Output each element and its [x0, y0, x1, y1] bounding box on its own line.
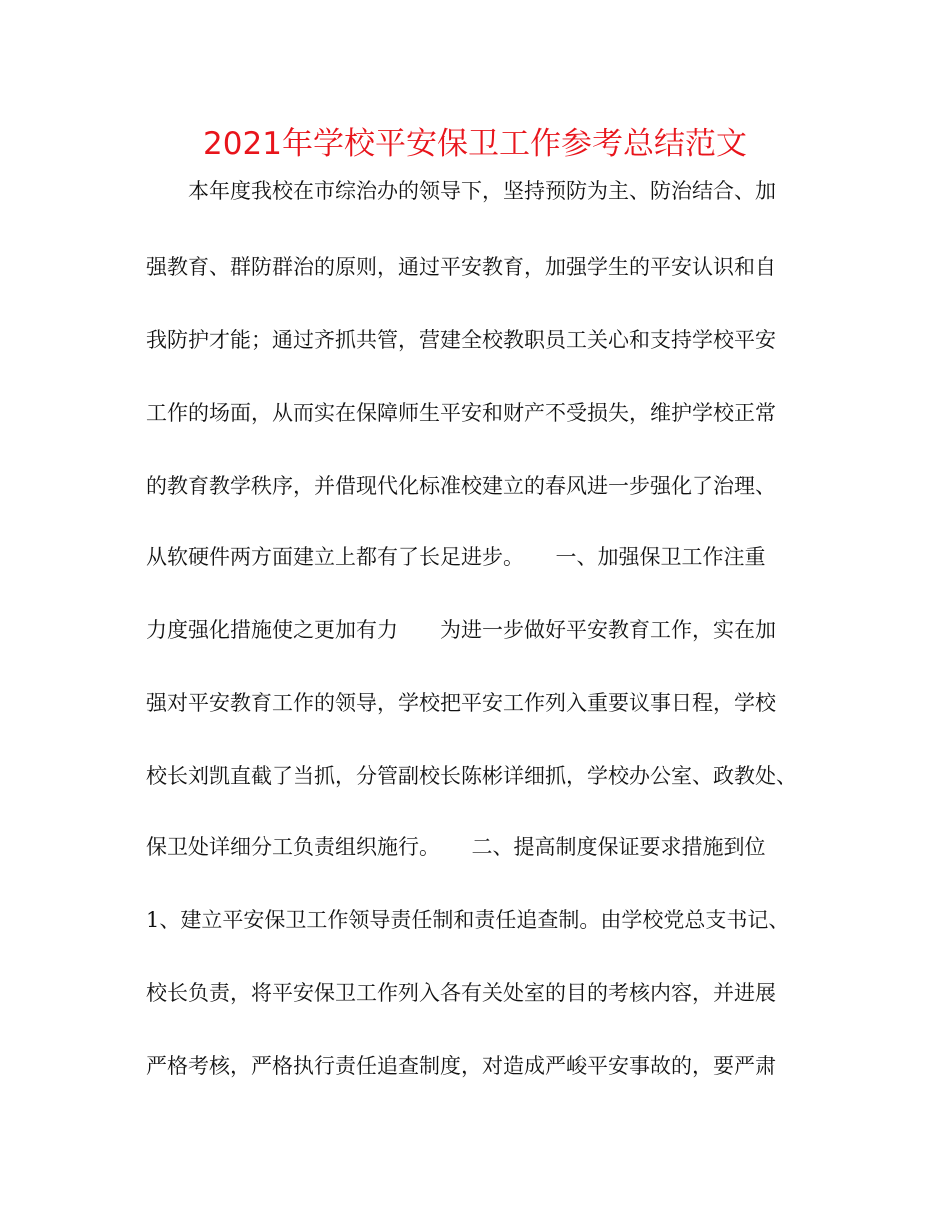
body-line: 从软硬件两方面建立上都有了长足进步。 一、加强保卫工作注重 — [146, 545, 766, 569]
body-line: 保卫处详细分工负责组织施行。 二、提高制度保证要求措施到位 — [146, 835, 766, 859]
body-line: 严格考核，严格执行责任追查制度，对造成严峻平安事故的，要严肃 — [146, 1054, 776, 1078]
document-title: 2021年学校平安保卫工作参考总结范文 — [203, 126, 747, 162]
body-line: 力度强化措施使之更加有力 为进一步做好平安教育工作，实在加 — [146, 618, 776, 642]
body-line: 本年度我校在市综治办的领导下，坚持预防为主、防治结合、加 — [146, 179, 776, 203]
body-line: 强对平安教育工作的领导，学校把平安工作列入重要议事日程，学校 — [146, 691, 776, 715]
body-line: 校长负责，将平安保卫工作列入各有关处室的目的考核内容，并进展 — [146, 981, 776, 1005]
body-line: 校长刘凯直截了当抓，分管副校长陈彬详细抓，学校办公室、政教处、 — [146, 764, 797, 788]
body-line: 工作的场面，从而实在保障师生平安和财产不受损失，维护学校正常 — [146, 401, 776, 425]
body-line: 我防护才能；通过齐抓共管，营建全校教职员工关心和支持学校平安 — [146, 328, 776, 352]
body-line: 强教育、群防群治的原则，通过平安教育，加强学生的平安认识和自 — [146, 255, 776, 279]
body-line: 1、建立平安保卫工作领导责任制和责任追查制。由学校党总支书记、 — [146, 908, 790, 932]
body-line: 的教育教学秩序，并借现代化标准校建立的春风进一步强化了治理、 — [146, 474, 776, 498]
